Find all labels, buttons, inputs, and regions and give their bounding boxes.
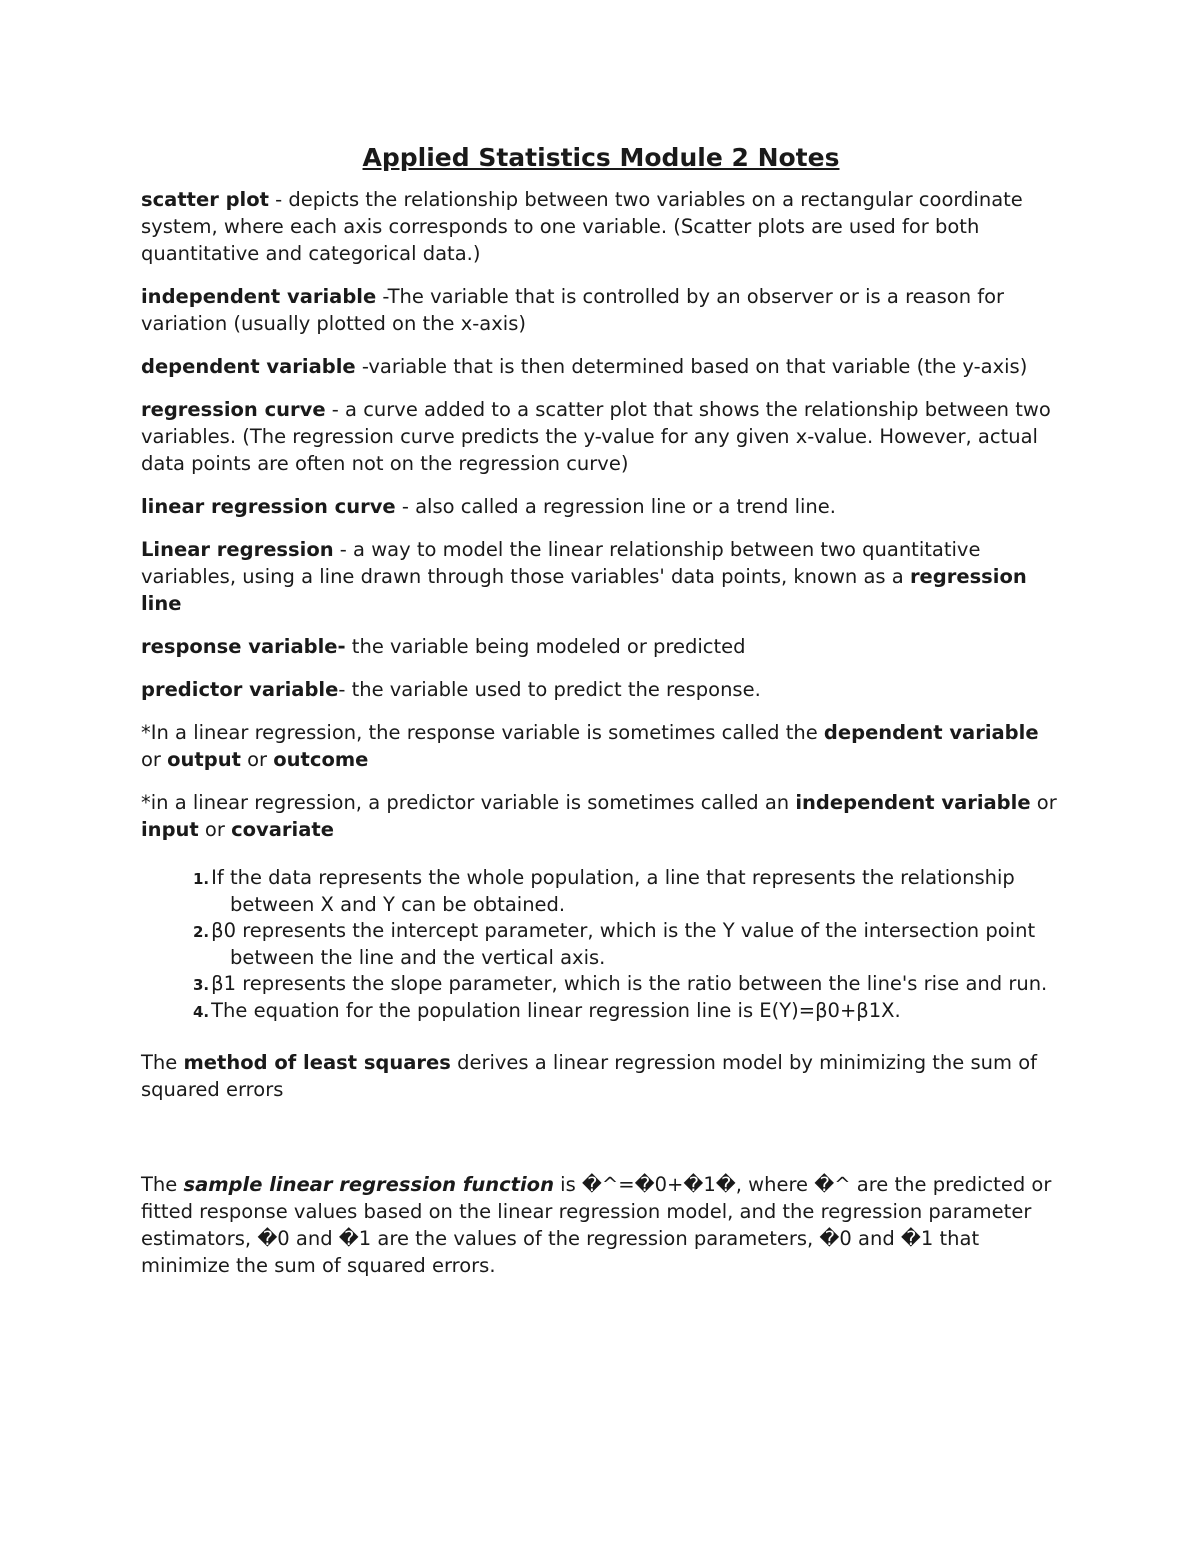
- list-item: [193, 865, 1061, 918]
- definition-text: - the variable used to predict the response.: [338, 678, 761, 701]
- numbered-list: [141, 865, 1061, 1025]
- term: input: [141, 818, 199, 841]
- paragraph-text: derives a linear regression model by minimizing the sum of squared errors: [141, 1051, 1037, 1101]
- definition-dependent-variable: [141, 353, 1061, 380]
- term: outcome: [273, 748, 369, 771]
- term: linear regression curve: [141, 495, 396, 518]
- term: Linear regression: [141, 538, 334, 561]
- definition-response-variable: [141, 633, 1061, 660]
- note-text: or: [240, 748, 274, 771]
- definition-regression-curve: [141, 396, 1061, 477]
- definition-text: - a way to model the linear relationship between two quantitative variables, using a line drawn through those variables' data points, known as a: [141, 538, 981, 588]
- definition-scatter-plot: [141, 186, 1061, 267]
- list-item-text: β0 represents the intercept parameter, which is the Y value of the intersection point between the line and the vertical axis.: [211, 919, 1036, 969]
- document-title: Applied Statistics Module 2 Notes: [362, 143, 840, 172]
- list-item: [193, 918, 1061, 971]
- term: scatter plot: [141, 188, 269, 211]
- list-number: 4.: [193, 1003, 210, 1021]
- term: output: [167, 748, 241, 771]
- term: response variable-: [141, 635, 346, 658]
- term: dependent variable: [823, 721, 1039, 744]
- term: dependent variable: [141, 355, 356, 378]
- term: independent variable: [141, 285, 377, 308]
- spacer: [141, 1119, 1061, 1171]
- list-number: 2.: [193, 923, 210, 941]
- definition-text: - a curve added to a scatter plot that shows the relationship between two variables. (The regression curve predicts the y-value for any given x-value. However, actual data points are often not on the regression curve): [141, 398, 1051, 475]
- definition-text: -variable that is then determined based on that variable (the y-axis): [355, 355, 1028, 378]
- note-text: *in a linear regression, a predictor variable is sometimes called an: [141, 791, 796, 814]
- term: regression curve: [141, 398, 326, 421]
- list-number: 1.: [193, 870, 210, 888]
- note-text: *In a linear regression, the response variable is sometimes called the: [141, 721, 824, 744]
- note-response-variable: [141, 719, 1061, 773]
- list-number: 3.: [193, 976, 210, 994]
- definition-predictor-variable: [141, 676, 1061, 703]
- definition-independent-variable: [141, 283, 1061, 337]
- list-item-text: The equation for the population linear regression line is E(Y)=β0+β1X.: [211, 999, 901, 1022]
- term: covariate: [231, 818, 334, 841]
- paragraph-least-squares: [141, 1049, 1061, 1103]
- note-predictor-variable: [141, 789, 1061, 843]
- definition-text: the variable being modeled or predicted: [345, 635, 746, 658]
- note-text: or: [198, 818, 232, 841]
- note-text: or: [141, 748, 168, 771]
- list-item-text: If the data represents the whole population, a line that represents the relationship between X and Y can be obtained.: [211, 866, 1015, 916]
- paragraph-sample-regression-function: [141, 1171, 1061, 1279]
- definition-linear-regression: [141, 536, 1061, 617]
- term: predictor variable: [141, 678, 339, 701]
- list-item: [193, 998, 1061, 1025]
- note-text: or: [1030, 791, 1057, 814]
- definition-text: - also called a regression line or a trend line.: [395, 495, 836, 518]
- list-item-text: β1 represents the slope parameter, which is the ratio between the line's rise and run.: [211, 972, 1048, 995]
- document-page: [141, 140, 1061, 1295]
- paragraph-text: The: [141, 1051, 184, 1074]
- term-regression-line: regression line: [141, 565, 1027, 615]
- definition-text: -The variable that is controlled by an observer or is a reason for variation (usually plotted on the x-axis): [141, 285, 1005, 335]
- definition-text: - depicts the relationship between two variables on a rectangular coordinate system, where each axis corresponds to one variable. (Scatter plots are used for both quantitative and categorical data.): [141, 188, 1023, 265]
- definition-linear-regression-curve: [141, 493, 1061, 520]
- term: sample linear regression function: [183, 1173, 554, 1196]
- list-item: [193, 971, 1061, 998]
- term: independent variable: [795, 791, 1031, 814]
- term: method of least squares: [183, 1051, 451, 1074]
- paragraph-text: is �^=�0+�1�, where �^ are the predicted or fitted response values based on the linear regression model, and the regression parameter estimators, �0 and �1 are the values of the regression parameters, �0 and �1 that minimize the sum of squared errors.: [141, 1173, 1052, 1277]
- paragraph-text: The: [141, 1173, 184, 1196]
